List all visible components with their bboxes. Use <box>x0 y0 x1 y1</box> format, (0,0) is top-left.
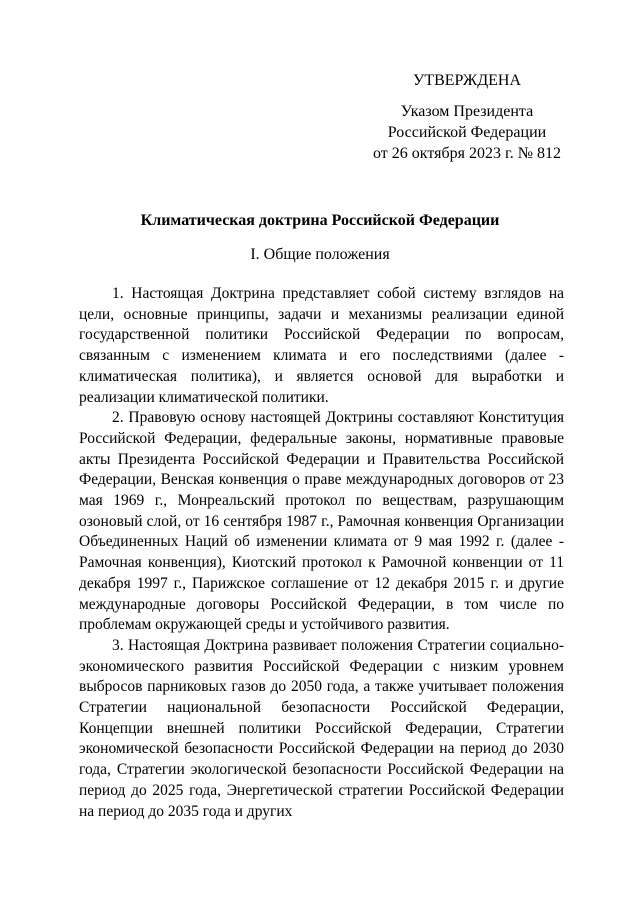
approval-line-3: от 26 октября 2023 г. № 812 <box>372 145 561 162</box>
document-body <box>79 284 564 822</box>
approval-stamp <box>352 70 582 164</box>
approval-title: УТВЕРЖДЕНА <box>412 72 521 89</box>
paragraph-2: 2. Правовую основу настоящей Доктрины составляют Конституция Российской Федерации, федеральные законы, нормативные правовые акты Президента Российской Федерации и Правительства Российской Федерации, Венская конвенция о праве международных договоров от 23 мая 1969 г., Монреальский протокол по веществам, разрушающим озоновый слой, от 16 сентября 1987 г., Рамочная конвенция Организации Объединенных Наций об изменении климата от 9 мая 1992 г. (далее - Рамочная конвенция), Киотский протокол к Рамочной конвенции от 11 декабря 1997 г., Парижское соглашение от 12 декабря 2015 г. и другие международные договоры Российской Федерации, в том числе по проблемам окружающей среды и устойчивого развития. <box>79 409 564 634</box>
section-title: I. Общие положения <box>250 246 390 263</box>
approval-line-2: Российской Федерации <box>387 124 547 141</box>
approval-line-1: Указом Президента <box>400 103 534 120</box>
paragraph-1: 1. Настоящая Доктрина представляет собой систему взглядов на цели, основные принципы, задачи и механизмы реализации единой государственной политики Российской Федерации по вопросам, связанным с изменением климата и его последствиями (далее - климатическая политика), и является основой для выработки и реализации климатической политики. <box>79 285 564 406</box>
document-title: Климатическая доктрина Российской Федерации <box>140 212 500 229</box>
paragraph-3: 3. Настоящая Доктрина развивает положения Стратегии социально-экономического развития Российской Федерации с низким уровнем выбросов парниковых газов до 2050 года, а также учитывает положения Стратегии национальной безопасности Российской Федерации, Концепции внешней политики Российской Федерации, Стратегии экономической безопасности Российской Федерации на период до 2030 года, Стратегии экологической безопасности Российской Федерации на период до 2025 года, Энергетической стратегии Российской Федерации на период до 2035 года и других <box>79 636 564 820</box>
